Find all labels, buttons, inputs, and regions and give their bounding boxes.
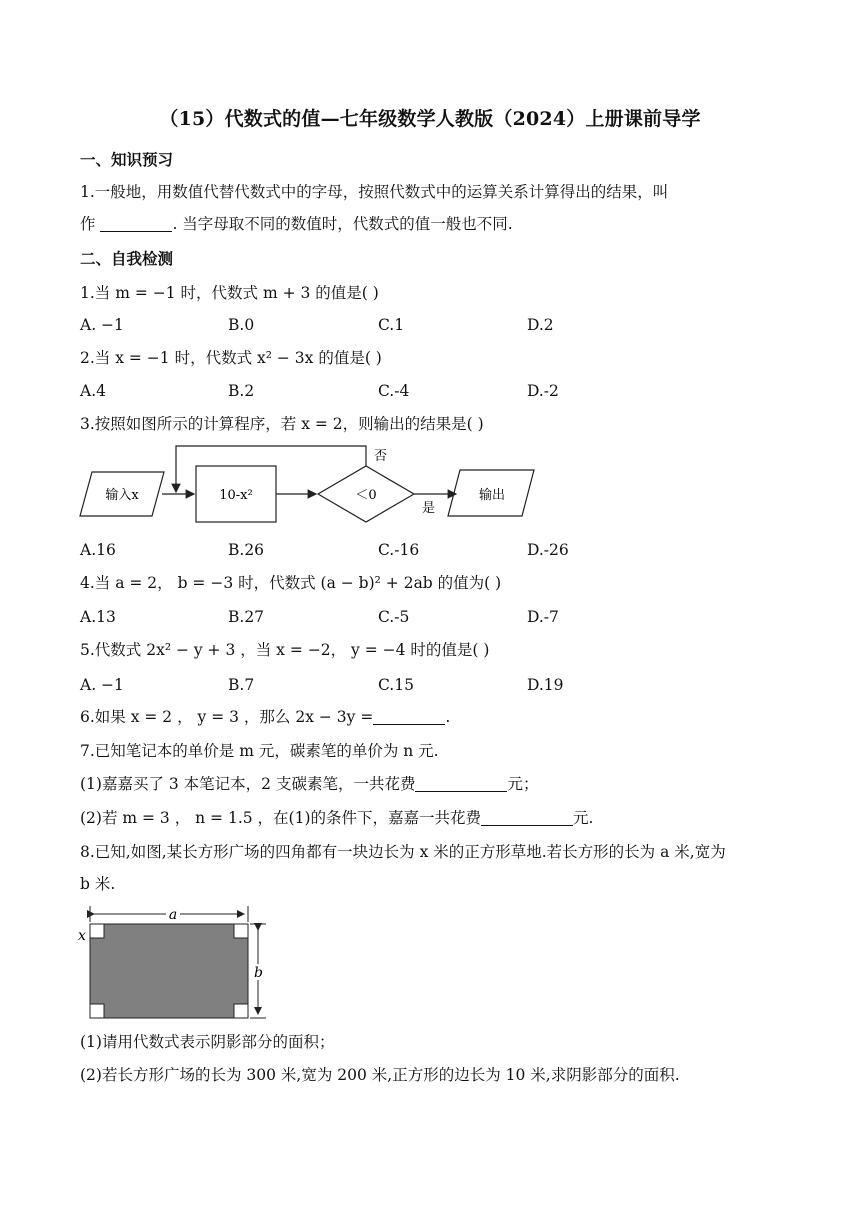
question-8-line-1: 8.已知,如图,某长方形广场的四角都有一块边长为 x 米的正方形草地.若长方形的长为 a 米,宽为: [80, 843, 726, 861]
answer-blank: [100, 216, 172, 232]
q7-part-2: [80, 808, 593, 828]
q3-option-a: A.16: [80, 541, 116, 559]
preview-q1-line2: [80, 214, 513, 234]
q2-option-a: A.4: [80, 382, 106, 400]
q7-part-1-unit: 元；: [507, 775, 539, 793]
q5-option-b: B.7: [228, 676, 255, 694]
q1-option-a: A. −1: [80, 316, 124, 334]
q4-option-c: C.-5: [378, 608, 410, 626]
answer-blank: [373, 709, 445, 725]
flow-no-label: 否: [374, 449, 388, 464]
q6-period: .: [445, 708, 451, 726]
corner-square: [234, 924, 248, 938]
section-heading-preview: 一、知识预习: [80, 150, 174, 169]
q7-part-2-text: (2)若 m = 3 ， n = 1.5 ，在(1)的条件下，嘉嘉一共花费: [80, 809, 481, 827]
q7-part-1-text: (1)嘉嘉买了 3 本笔记本，2 支碳素笔，一共花费: [80, 775, 416, 793]
answer-blank: [415, 776, 507, 792]
flow-yes-label: 是: [422, 501, 436, 516]
q3-option-c: C.-16: [378, 541, 420, 559]
shaded-region: [90, 924, 248, 1018]
q5-option-a: A. −1: [80, 676, 124, 694]
q8-part-2: (2)若长方形广场的长为 300 米,宽为 200 米,正方形的边长为 10 米,求阴影部分的面积.: [80, 1066, 680, 1084]
flow-process-label: 10-x²: [219, 488, 253, 503]
q2-option-c: C.-4: [378, 382, 410, 400]
question-7-stem: 7.已知笔记本的单价是 m 元，碳素笔的单价为 n 元.: [80, 742, 439, 760]
q5-option-d: D.19: [527, 676, 564, 694]
preview-q1-suffix: . 当字母取不同的数值时，代数式的值一般也不同.: [172, 215, 513, 233]
rectangle-figure: [76, 904, 276, 1024]
flow-input-label: 输入x: [105, 488, 139, 503]
q2-option-b: B.2: [228, 382, 255, 400]
corner-square: [234, 1004, 248, 1018]
question-1-stem: 1.当 m = −1 时，代数式 m + 3 的值是( ): [80, 284, 379, 302]
page-title: （15）代数式的值—七年级数学人教版（2024）上册课前导学: [159, 108, 701, 130]
label-b: b: [254, 965, 263, 981]
q3-option-d: D.-26: [527, 541, 569, 559]
question-5-stem: 5.代数式 2x² − y + 3 ，当 x = −2， y = −4 时的值是( ): [80, 641, 490, 659]
question-4-stem: 4.当 a = 2， b = −3 时，代数式 (a − b)² + 2ab 的值为( ): [80, 574, 502, 592]
q8-part-1: (1)请用代数式表示阴影部分的面积；: [80, 1033, 335, 1051]
q1-option-d: D.2: [527, 316, 554, 334]
corner-square: [90, 1004, 104, 1018]
preview-q1-prefix: 作: [80, 215, 96, 233]
flow-decision-label: ＜0: [355, 488, 377, 503]
q4-option-b: B.27: [228, 608, 265, 626]
q4-option-d: D.-7: [527, 608, 559, 626]
label-a: a: [168, 907, 178, 923]
question-3-stem: 3.按照如图所示的计算程序，若 x = 2，则输出的结果是( ): [80, 415, 484, 433]
q5-option-c: C.15: [378, 676, 414, 694]
label-x: x: [78, 928, 86, 944]
corner-square: [90, 924, 104, 938]
preview-q1-line1: 1.一般地，用数值代替代数式中的字母，按照代数式中的运算关系计算得出的结果，叫: [80, 183, 669, 201]
q2-option-d: D.-2: [527, 382, 559, 400]
question-8-line-2: b 米.: [80, 875, 116, 893]
q3-option-b: B.26: [228, 541, 265, 559]
section-heading-selfcheck: 二、自我检测: [80, 249, 174, 268]
question-2-stem: 2.当 x = −1 时，代数式 x² − 3x 的值是( ): [80, 349, 382, 367]
q1-option-b: B.0: [228, 316, 255, 334]
question-6-stem: [80, 707, 450, 727]
answer-blank: [481, 810, 573, 826]
q7-part-1: [80, 774, 538, 794]
q4-option-a: A.13: [80, 608, 116, 626]
q6-text: 6.如果 x = 2 ， y = 3 ，那么 2x − 3y =: [80, 708, 374, 726]
flowchart-figure: [76, 440, 546, 532]
q7-part-2-unit: 元.: [573, 809, 594, 827]
flow-output-label: 输出: [478, 488, 506, 503]
q1-option-c: C.1: [378, 316, 405, 334]
